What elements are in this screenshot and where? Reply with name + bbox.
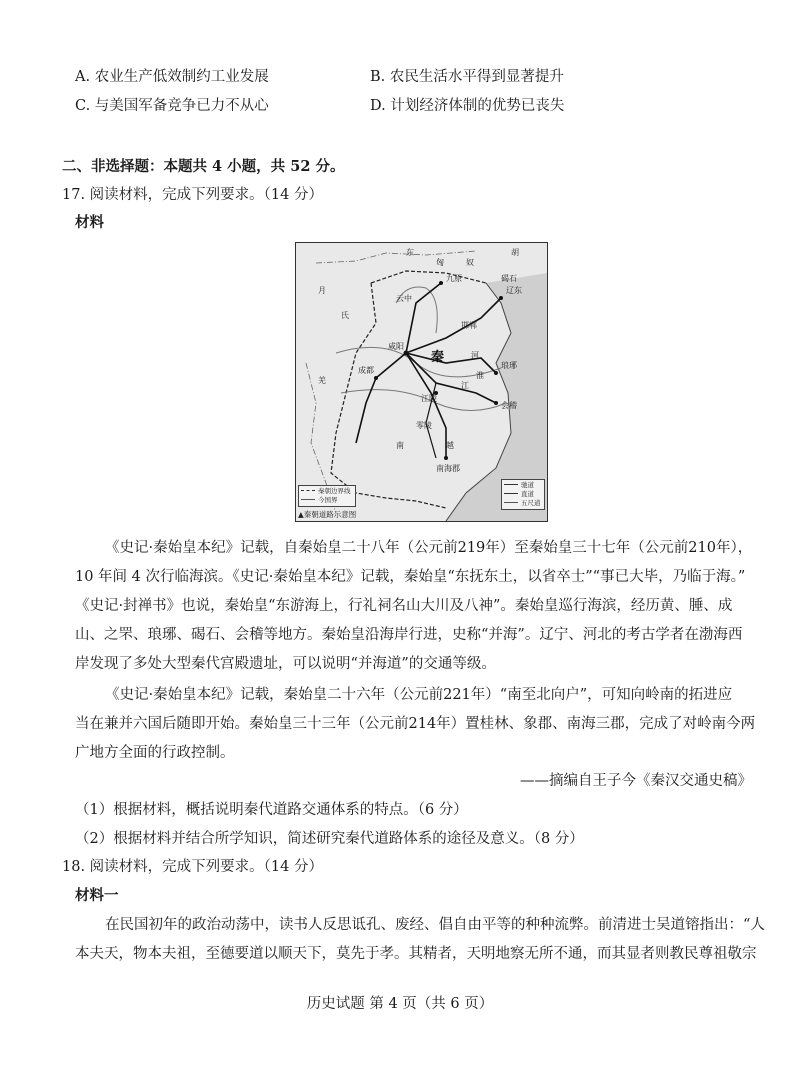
map-label-nanhai: 南海郡 <box>436 464 460 473</box>
city-xianyang <box>404 351 409 356</box>
qin-road-map <box>295 242 548 522</box>
legend-modern-border <box>299 495 355 504</box>
map-label-yue2: 越 <box>446 441 454 450</box>
q17-sub1: （1）根据材料，概括说明秦代道路交通体系的特点。（6 分） <box>75 802 468 818</box>
chi-road-northeast <box>406 298 501 353</box>
q18-prompt: 18. 阅读材料，完成下列要求。（14 分） <box>62 859 323 875</box>
q17-material-label: 材料 <box>75 214 104 231</box>
map-label-dong: 东 <box>406 248 414 257</box>
map-legend-roads <box>501 479 545 510</box>
city-kuaiji <box>494 401 498 405</box>
q17-para1-line5: 岸发现了多处大型秦代宫殿遗址，可以说明“并海道”的交通等级。 <box>75 656 496 672</box>
map-label-qin: 秦 <box>431 350 445 365</box>
legend-chi-road <box>502 480 544 489</box>
legend-qin-border <box>299 486 355 495</box>
map-label-kuaiji: 会稽 <box>501 401 517 410</box>
q17-prompt: 17. 阅读材料，完成下列要求。（14 分） <box>62 187 323 203</box>
map-label-chengdu: 成都 <box>358 366 374 375</box>
legend-zhi-road-label: 直道 <box>521 490 534 498</box>
option-c: C. 与美国军备竞争已力不从心 <box>75 98 269 114</box>
q17-para2-line1: 《史记·秦始皇本纪》记载，秦始皇二十六年（公元前221年）“南至北向户”，可知向岭南的拓进应 <box>105 687 733 703</box>
map-caption: ▲秦朝道路示意图 <box>298 510 357 519</box>
q17-para1-line3: 《史记·封禅书》也说，秦始皇“东游海上，行礼祠名山大川及八神”。秦始皇巡行海滨，经历黄、腄、成 <box>75 598 733 614</box>
page-footer: 历史试题 第 4 页（共 6 页） <box>306 996 494 1012</box>
q17-para2-line3: 广地方全面的行政控制。 <box>75 745 235 761</box>
city-chengdu <box>374 376 378 380</box>
section-title: 二、非选择题：本题共 4 小题，共 52 分。 <box>62 158 345 175</box>
q18-material-label: 材料一 <box>75 887 119 904</box>
city-nanhai <box>444 456 448 460</box>
map-label-nu: 奴 <box>466 258 474 267</box>
city-jieshi <box>499 296 503 300</box>
city-langya <box>494 371 498 375</box>
map-label-yunzhong: 云中 <box>396 294 412 303</box>
map-label-jieshi: 碣石 <box>501 274 517 283</box>
map-label-nan: 南 <box>396 441 404 450</box>
map-label-liaodong: 辽东 <box>506 286 522 295</box>
map-label-langya: 琅琊 <box>501 361 517 370</box>
map-label-jiang: 江 <box>461 381 469 390</box>
option-d: D. 计划经济体制的优势已丧失 <box>370 98 565 114</box>
legend-zhi-road <box>502 489 544 498</box>
map-label-qiang: 羌 <box>318 376 326 385</box>
legend-wuchi-road <box>502 498 544 507</box>
map-label-xianyang: 咸阳 <box>388 342 404 351</box>
map-label-he: 河 <box>471 351 479 360</box>
q17-sub2: （2）根据材料并结合所学知识，简述研究秦代道路体系的途径及意义。（8 分） <box>75 831 584 847</box>
q17-para1-line1: 《史记·秦始皇本纪》记载，自秦始皇二十八年（公元前219年）至秦始皇三十七年（公元前210年）， <box>105 540 753 556</box>
map-label-jiangling: 江陵 <box>421 394 437 403</box>
q17-para1-line2: 10 年间 4 次行临海滨。《史记·秦始皇本纪》记载，秦始皇“东抚东土，以省卒士”“事已大毕，乃临于海。” <box>75 569 746 585</box>
q18-para1-line2: 本夫天，物本夫祖，至德要道以顺天下，莫先于孝。其精者，天明地察无所不通，而其显者则教民尊祖敬宗 <box>75 946 757 962</box>
legend-wuchi-road-label: 五尺道 <box>521 499 541 507</box>
q18-para1-line1: 在民国初年的政治动荡中，读书人反思诋孔、废经、倡自由平等的种种流弊。前清进士吴道镕指出：“人 <box>105 917 765 933</box>
option-a: A. 农业生产低效制约工业发展 <box>75 69 269 85</box>
q17-para1-line4: 山、之罘、琅琊、碣石、会稽等地方。秦始皇沿海岸行进，史称“并海”。辽宁、河北的考古学者在渤海西 <box>75 627 743 643</box>
q17-source: ——摘编自王子今《秦汉交通史稿》 <box>520 773 752 789</box>
chi-road-east <box>406 353 496 373</box>
q17-para2-line2: 当在兼并六国后随即开始。秦始皇三十三年（公元前214年）置桂林、象郡、南海三郡，完成了对岭南今两 <box>75 716 756 732</box>
map-label-xiong: 匈 <box>436 258 444 267</box>
map-label-yue: 月 <box>318 286 326 295</box>
map-label-shi: 氏 <box>341 311 349 320</box>
map-label-huai: 淮 <box>476 371 484 380</box>
map-label-handan: 邯郸 <box>461 321 477 330</box>
map-label-lingxi: 零陵 <box>416 421 432 430</box>
legend-chi-road-label: 驰道 <box>521 481 534 489</box>
map-label-hu: 胡 <box>511 248 519 257</box>
legend-qin-border-label: 秦朝边界线 <box>318 487 351 495</box>
legend-modern-border-label: 今国界 <box>318 496 338 504</box>
map-label-jiuyuan: 九原 <box>446 274 462 283</box>
city-jiuyuan <box>439 281 443 285</box>
chi-road-south <box>406 353 446 458</box>
map-legend-borders <box>298 485 356 507</box>
option-b: B. 农民生活水平得到显著提升 <box>370 69 564 85</box>
